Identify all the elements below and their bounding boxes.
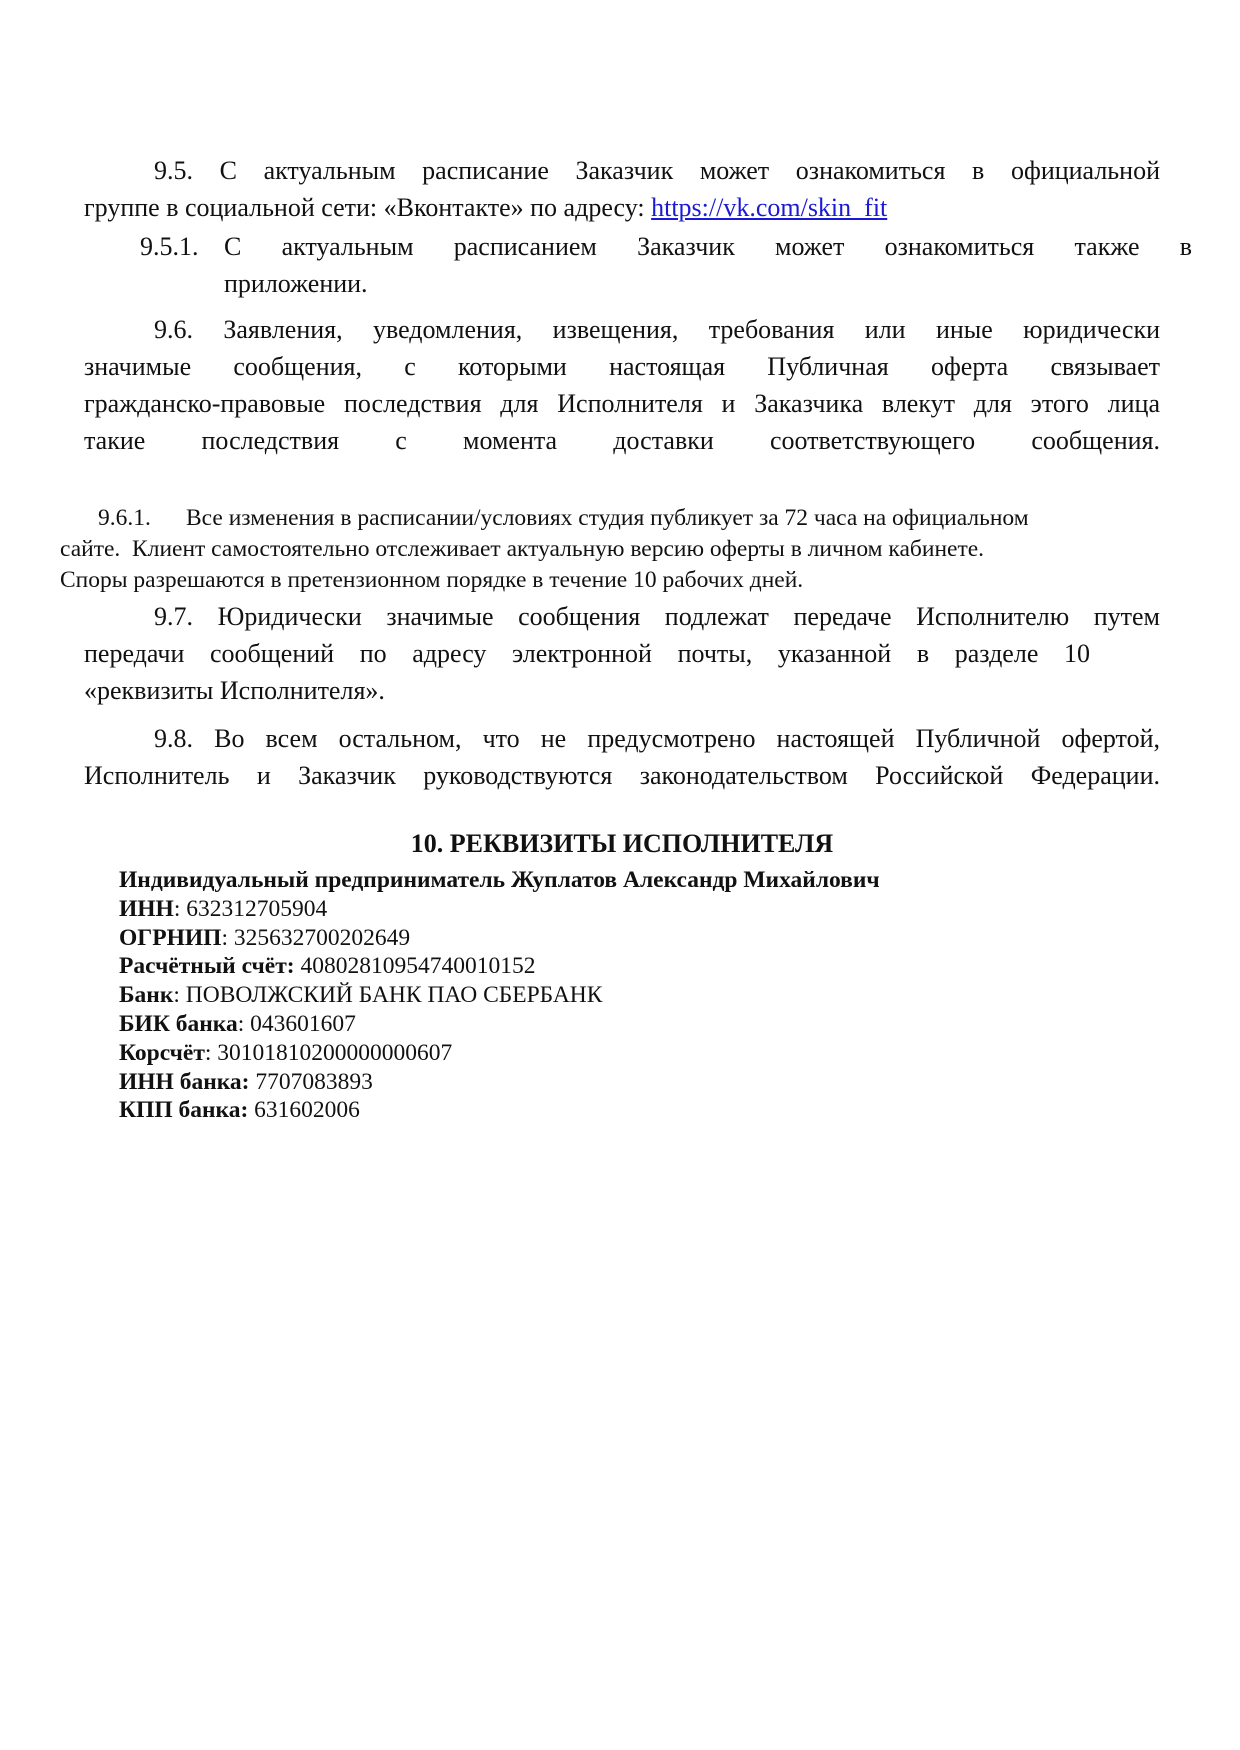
clause-9-6-1-line-3: Споры разрешаются в претензионном порядке в течение 10 рабочих дней. [60, 567, 804, 593]
requisite-row [119, 981, 1119, 1010]
requisite-value: 7707083893 [249, 1068, 373, 1095]
clause-9-7 [84, 598, 1160, 709]
clause-9-8-line-1: 9.8. Во всем остальном, что не предусмотрено настоящей Публичной офертой, [154, 724, 1160, 753]
requisite-value: 40802810954740010152 [294, 953, 536, 980]
requisite-row [119, 924, 1119, 953]
clause-9-6-1 [60, 503, 1170, 596]
clause-9-5 [84, 152, 1160, 226]
requisite-value: : 043601607 [237, 1010, 356, 1037]
requisite-value: : 30101810200000000607 [204, 1039, 453, 1066]
requisite-label: КПП банка: [119, 1097, 249, 1124]
requisite-value: 631602006 [248, 1097, 360, 1124]
clause-9-6-1-text-1: Все изменения в расписании/условиях студия публикует за 72 часа на официальном [186, 505, 1029, 531]
requisites-block [119, 866, 1119, 1125]
clause-9-5-text: группе в социальной сети: «Вконтакте» по адресу: [84, 193, 645, 222]
clause-9-5-line-2 [84, 189, 1160, 226]
vk-link[interactable]: https://vk.com/skin_fit [651, 193, 888, 222]
clause-9-8-line-2: Исполнитель и Заказчик руководствуются законодательством Российской Федерации. [84, 761, 1160, 790]
requisite-row [119, 895, 1119, 924]
clause-9-7-line-3: «реквизиты Исполнителя». [84, 676, 385, 705]
requisite-row [119, 1039, 1119, 1068]
clause-9-6-line-3: гражданско-правовые последствия для Исполнителя и Заказчика влекут для этого лица [84, 389, 1160, 418]
requisites-title: 10. РЕКВИЗИТЫ ИСПОЛНИТЕЛЯ [410, 829, 834, 858]
clause-9-5-1-line-1: С актуальным расписанием Заказчик может ознакомиться также в [224, 232, 1192, 261]
clause-9-5-1 [140, 228, 1192, 302]
requisite-label: ИНН банка: [119, 1068, 250, 1095]
clause-9-6-1-line-2: сайте. Клиент самостоятельно отслеживает актуальную версию оферты в личном кабинете. [60, 536, 985, 562]
clause-9-6-1-number: 9.6.1. [98, 505, 151, 531]
requisite-row [119, 952, 1119, 981]
clause-9-5-1-line-2: приложении. [224, 269, 368, 298]
clause-9-6 [84, 311, 1160, 459]
requisite-value: : ПОВОЛЖСКИЙ БАНК ПАО СБЕРБАНК [173, 982, 603, 1009]
clause-9-5-1-number: 9.5.1. [140, 232, 199, 261]
clause-9-6-line-4: такие последствия с момента доставки соответствующего сообщения. [84, 426, 1160, 455]
requisites-rows [119, 895, 1119, 1125]
clause-9-6-line-1: 9.6. Заявления, уведомления, извещения, требования или иные юридически [154, 315, 1160, 344]
clause-9-6-1-line-1 [60, 503, 1170, 534]
clause-9-7-line-2: передачи сообщений по адресу электронной почты, указанной в разделе 10 [84, 639, 1090, 668]
clause-9-7-line-1: 9.7. Юридически значимые сообщения подлежат передаче Исполнителю путем [154, 602, 1160, 631]
clause-9-5-line-1: 9.5. С актуальным расписание Заказчик может ознакомиться в официальной [154, 156, 1160, 185]
clause-9-8 [84, 720, 1160, 794]
requisite-value: : 325632700202649 [221, 924, 411, 951]
requisite-row [119, 1010, 1119, 1039]
requisites-entity: Индивидуальный предприниматель Жуплатов Александр Михайлович [119, 867, 880, 893]
requisite-label: ОГРНИП [119, 924, 222, 951]
requisite-row [119, 1096, 1119, 1125]
requisite-label: БИК банка [119, 1010, 238, 1037]
requisite-label: Корсчёт [119, 1039, 205, 1066]
requisite-row [119, 1068, 1119, 1097]
clause-9-6-line-2: значимые сообщения, с которыми настоящая Публичная оферта связывает [84, 352, 1160, 381]
requisite-label: ИНН [119, 895, 174, 922]
requisite-label: Банк [119, 982, 174, 1009]
requisite-label: Расчётный счёт: [119, 953, 295, 980]
requisite-value: : 632312705904 [173, 895, 328, 922]
